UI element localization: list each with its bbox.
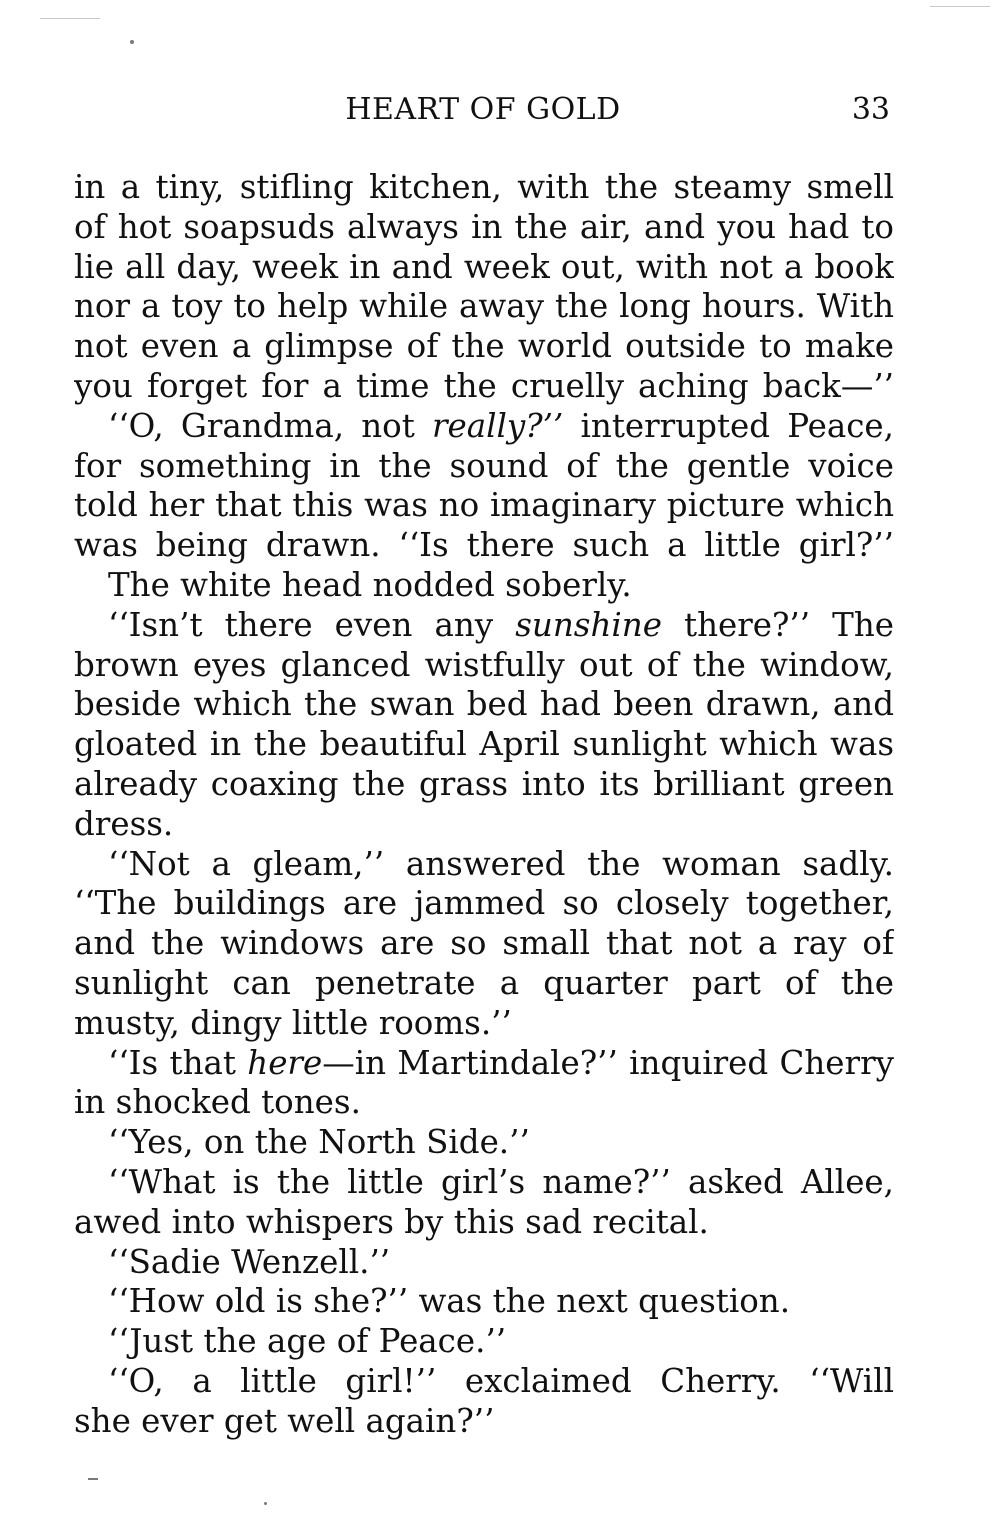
text-line: not even a glimpse of the world outside to make <box>74 327 894 366</box>
text-line: nor a toy to help while away the long hours. With <box>74 287 894 326</box>
text-run: ‘‘O, Grandma, not <box>108 406 432 445</box>
text-line: ‘‘Not a gleam,’’ answered the woman sadly. <box>108 844 894 883</box>
text-line: of hot soapsuds always in the air, and you had to <box>74 207 894 246</box>
text-line: for something in the sound of the gentle voice <box>74 446 894 485</box>
text-line: told her that this was no imaginary picture which <box>74 486 894 525</box>
text-line <box>74 606 894 646</box>
text-line: lie all day, week in and week out, with not a book <box>74 247 894 286</box>
text-line: in a tiny, stifling kitchen, with the steamy smell <box>74 168 894 206</box>
text-line: ‘‘What is the little girl’s name?’’ asked Allee, <box>108 1162 894 1201</box>
text-line: ‘‘How old is she?’’ was the next question. <box>108 1282 791 1321</box>
text-line <box>74 1044 894 1084</box>
text-line <box>74 407 894 447</box>
text-line: beside which the swan bed had been drawn, and <box>74 685 894 724</box>
text-run: ‘‘Isn’t there even any <box>108 605 516 644</box>
text-line: ‘‘Yes, on the North Side.’’ <box>108 1123 530 1162</box>
text-line: already coaxing the grass into its brilliant green <box>74 764 894 803</box>
text-line: in shocked tones. <box>74 1083 361 1122</box>
text-line: was being drawn. ‘‘Is there such a little girl?’’ <box>74 526 894 565</box>
print-speck <box>88 1478 98 1480</box>
text-line: ‘‘Sadie Wenzell.’’ <box>108 1242 391 1281</box>
print-speck <box>264 1502 267 1505</box>
emphasis-text: really?’’ <box>431 406 564 445</box>
body-text <box>74 168 894 1442</box>
text-run: ‘‘Is that <box>108 1043 248 1082</box>
text-line: The white head nodded soberly. <box>108 565 632 604</box>
print-speck <box>130 40 134 44</box>
text-run: —in Martindale?’’ inquired Cherry <box>322 1043 894 1082</box>
text-line: and the windows are so small that not a ray of <box>74 924 894 963</box>
text-line: brown eyes glanced wistfully out of the window, <box>74 645 894 684</box>
emphasis-text: sunshine <box>515 605 662 644</box>
page-header <box>74 88 892 132</box>
text-line: ‘‘O, a little girl!’’ exclaimed Cherry. ‘‘Will <box>108 1361 894 1400</box>
text-line: ‘‘Just the age of Peace.’’ <box>108 1322 507 1361</box>
text-line: sunlight can penetrate a quarter part of the <box>74 963 894 1002</box>
text-line: awed into whispers by this sad recital. <box>74 1202 709 1241</box>
print-speck <box>40 18 100 19</box>
text-line: you forget for a time the cruelly aching back—’’ <box>74 366 894 405</box>
text-line: dress. <box>74 804 174 843</box>
text-line: ‘‘The buildings are jammed so closely together, <box>74 884 894 923</box>
text-line: gloated in the beautiful April sunlight which was <box>74 725 894 764</box>
emphasis-text: here <box>247 1043 323 1082</box>
text-line: she ever get well again?’’ <box>74 1401 495 1440</box>
text-run: interrupted Peace, <box>563 406 894 445</box>
text-run: there?’’ The <box>661 605 894 644</box>
print-speck <box>930 6 990 7</box>
running-title: HEART OF GOLD <box>345 92 621 127</box>
text-line: musty, dingy little rooms.’’ <box>74 1003 512 1042</box>
page-number: 33 <box>851 92 890 127</box>
